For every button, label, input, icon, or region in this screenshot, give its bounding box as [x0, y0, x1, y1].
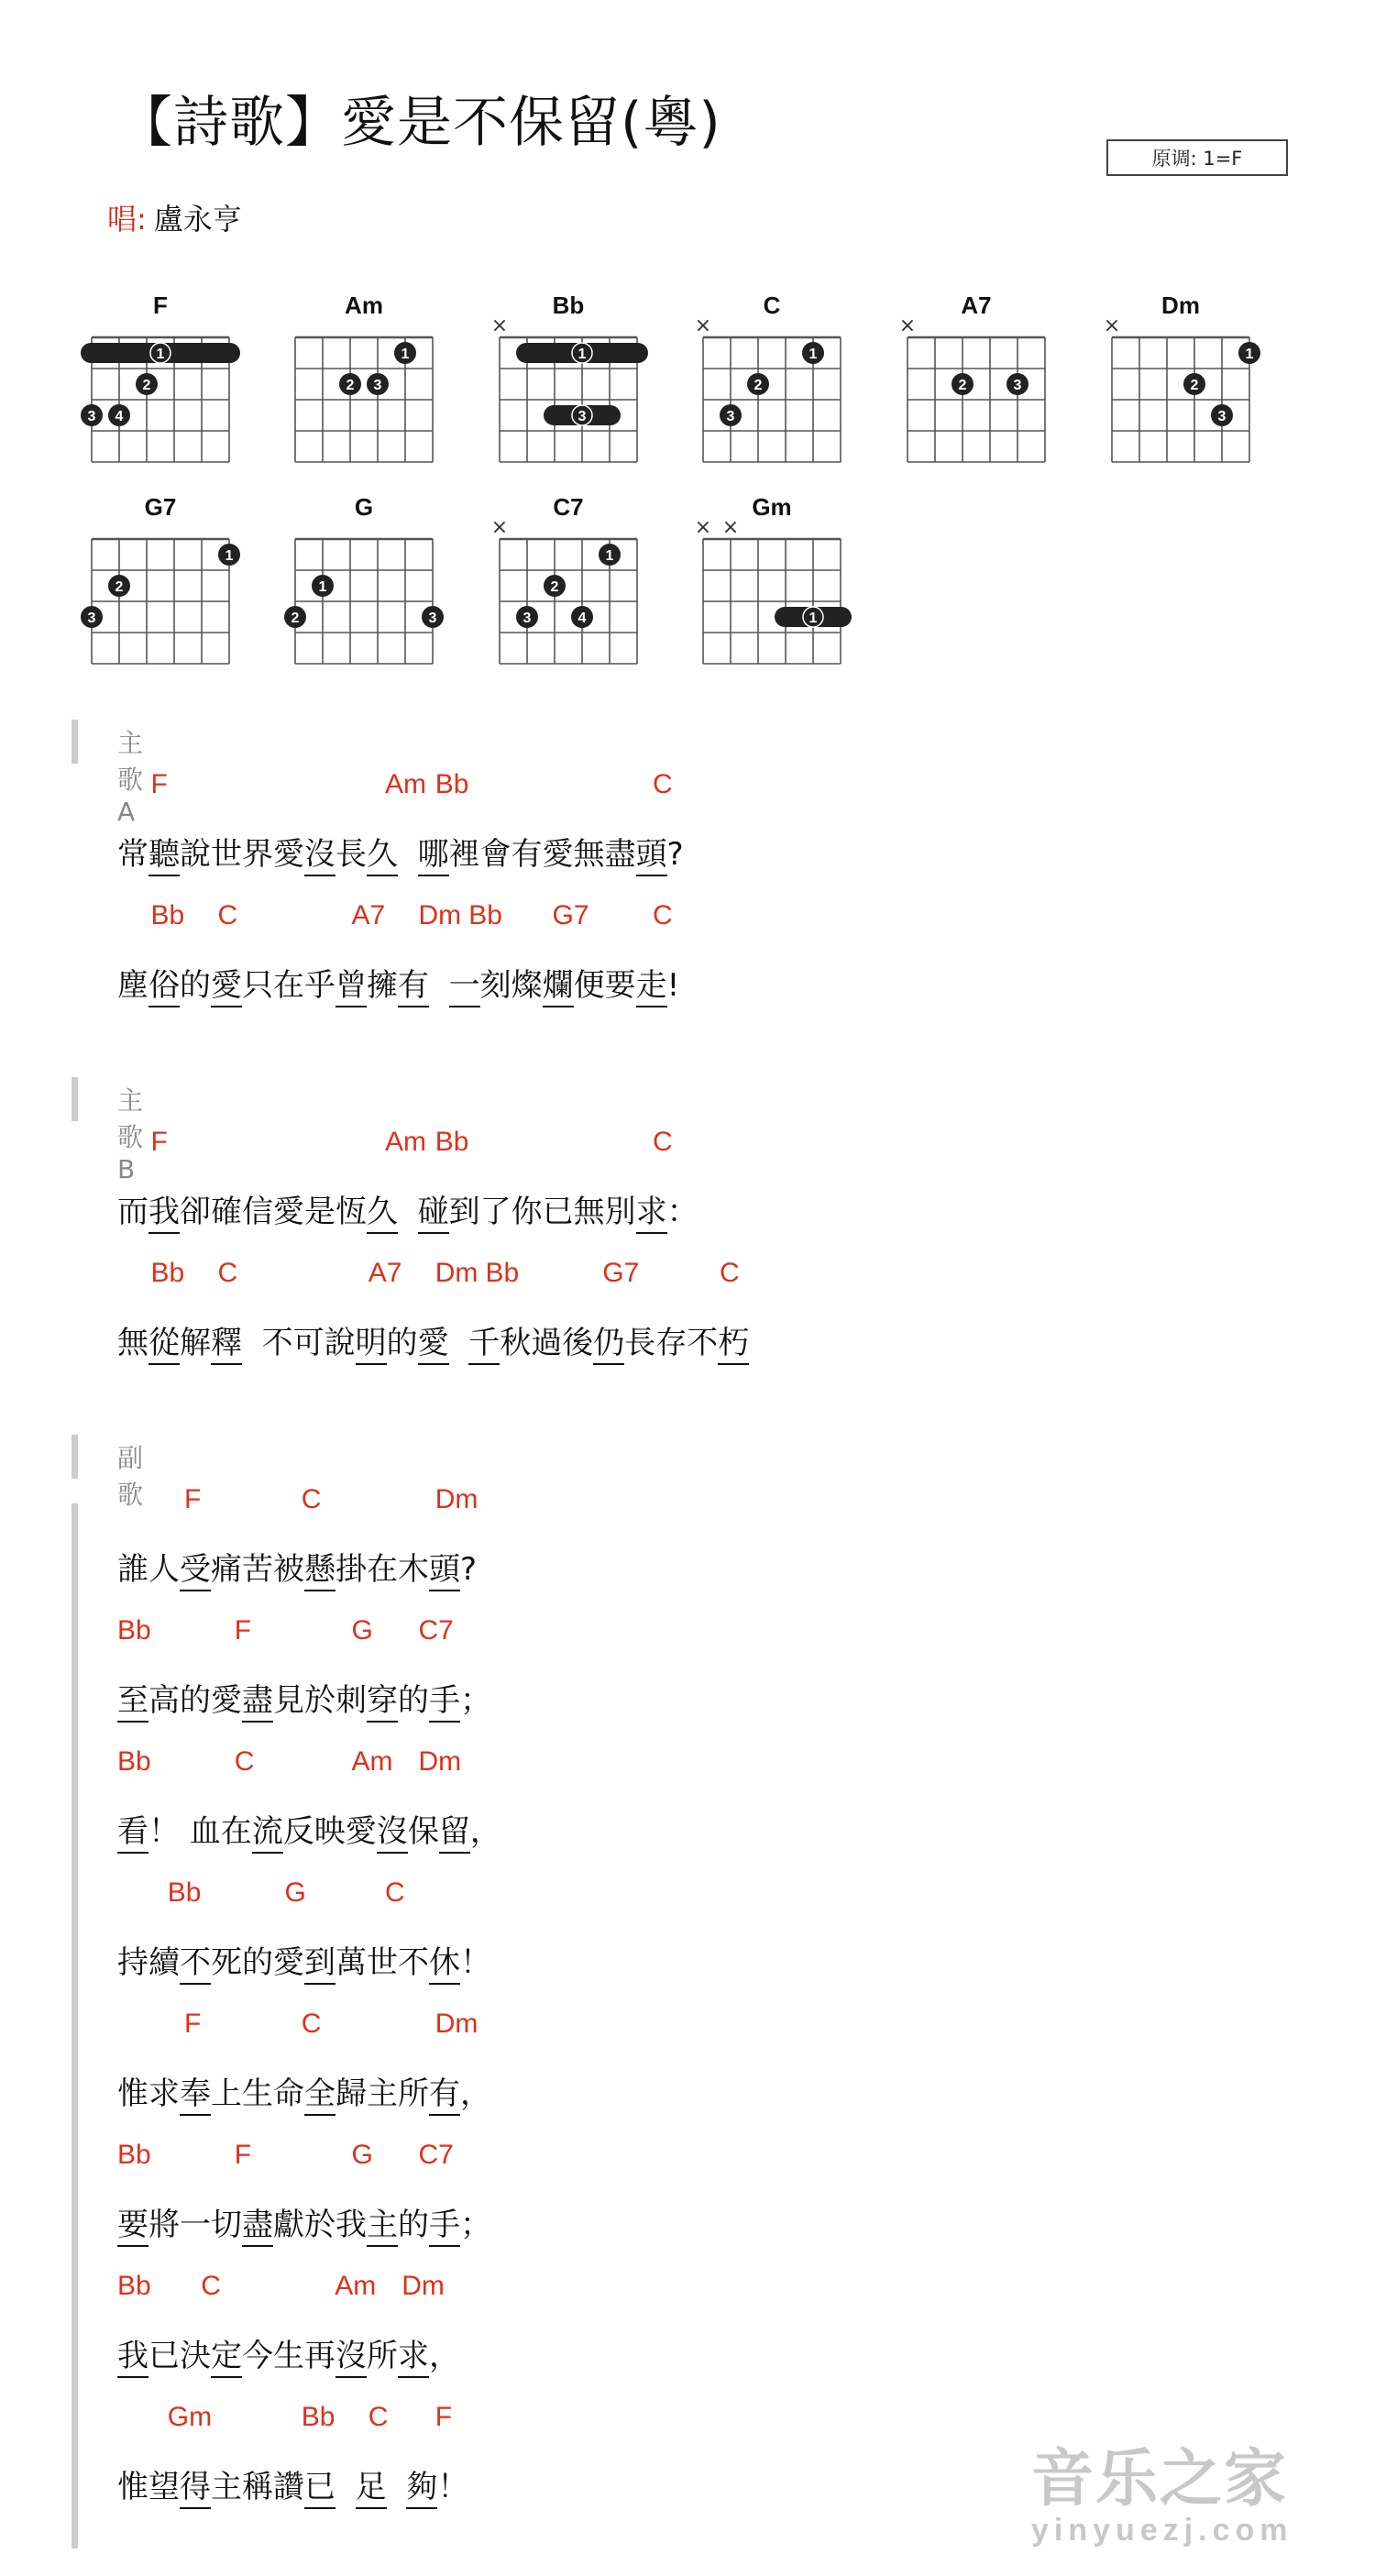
chord-symbol: C	[385, 1877, 405, 1908]
lyric-text	[398, 836, 418, 873]
lyric-accent-char: 懸	[304, 1551, 336, 1591]
lyric-text: ！	[437, 2469, 469, 2505]
lyric-accent-char: 愛	[418, 1325, 449, 1365]
lyric-text: 誰人	[117, 1551, 180, 1588]
lyric-text	[429, 967, 449, 1004]
chord-diagram-g7	[84, 495, 277, 678]
chord-diagram-f	[84, 293, 277, 477]
lyric-text: ：	[666, 1194, 698, 1230]
lyric-accent-char: 流	[252, 1813, 283, 1854]
finger-number: 2	[346, 378, 355, 393]
chord-symbol: C	[217, 900, 238, 930]
chord-symbol: F	[150, 1127, 168, 1157]
lyric-accent-char: 千	[468, 1325, 500, 1365]
finger-number: 3	[726, 409, 735, 424]
chord-symbol: F	[234, 1615, 252, 1646]
lyric-accent-char: 爛	[543, 967, 574, 1007]
watermark-logo-text: 音乐之家	[1031, 2443, 1289, 2515]
finger-number: 3	[522, 611, 532, 626]
chord-symbol: Am	[351, 1746, 393, 1777]
song-title: 【詩歌】愛是不保留(粵)	[117, 91, 721, 155]
lyric-accent-char: 休	[429, 1944, 460, 1985]
lyric-text: 所	[367, 2338, 398, 2374]
lyric-accent-char: 盡	[242, 2207, 273, 2247]
lyric-text: 解	[180, 1325, 211, 1361]
chord-line	[117, 900, 942, 937]
lyric-accent-char: 愛	[211, 967, 242, 1007]
lyric-accent-char: 奉	[180, 2075, 211, 2116]
lyric-text: 不可說	[242, 1325, 356, 1361]
chord-name: C7	[553, 493, 584, 521]
finger-number: 3	[578, 409, 587, 424]
watermark-url: yinyuezj.com	[1031, 2513, 1293, 2548]
chord-line	[117, 1746, 942, 1783]
lyric-line	[117, 1675, 491, 1720]
finger-number: 1	[1245, 347, 1254, 362]
lyric-accent-char: 夠	[406, 2469, 437, 2509]
lyric-accent-char: 到	[304, 1944, 336, 1985]
finger-number: 2	[550, 579, 559, 595]
chord-line	[117, 1127, 942, 1163]
lyric-text: 長存不	[624, 1325, 719, 1361]
lyric-accent-char: 得	[180, 2469, 211, 2509]
finger-number: 2	[142, 378, 151, 393]
chord-name: Gm	[752, 493, 792, 521]
chord-diagram-a7	[900, 293, 1093, 477]
lyric-line	[117, 960, 679, 1005]
lyric-text: 無	[117, 1325, 148, 1361]
lyric-accent-char: 穿	[367, 1682, 398, 1723]
lyric-text: 惟望	[117, 2469, 180, 2505]
lyric-text: 高的愛	[148, 1682, 242, 1719]
chord-line	[117, 1258, 942, 1294]
chord-symbol: C7	[418, 1615, 454, 1646]
singer-name: 盧永亨	[153, 202, 242, 237]
lyric-text: 便要	[573, 967, 636, 1004]
finger-number: 2	[754, 378, 763, 393]
lyric-text: 到了你已無別	[448, 1194, 636, 1230]
finger-number: 1	[808, 347, 818, 362]
lyric-accent-char: 要	[117, 2207, 148, 2247]
finger-number: 1	[225, 548, 234, 564]
lyric-text: 主稱讚	[211, 2469, 304, 2505]
finger-number: 3	[87, 409, 96, 424]
lyric-text: 常	[117, 836, 148, 873]
lyric-accent-char: 手	[429, 1682, 460, 1723]
finger-number: 1	[578, 347, 587, 362]
chord-symbol: C	[653, 900, 673, 930]
lyric-text: ！ 血在	[148, 1813, 252, 1850]
lyric-text: 將一切	[148, 2207, 242, 2243]
lyric-text: ?	[666, 836, 684, 873]
chord-name: G7	[144, 493, 177, 521]
lyric-text: 見於刺	[273, 1682, 367, 1719]
lyric-line	[117, 2461, 468, 2506]
chord-name: Bb	[552, 292, 585, 319]
lyric-accent-char: 仍	[593, 1325, 624, 1365]
lyric-text: ，	[469, 1813, 501, 1850]
chord-symbol: Bb	[117, 2140, 151, 2170]
chord-symbol: C	[653, 769, 673, 799]
lyric-accent-char: 我	[117, 2338, 148, 2378]
lyric-accent-char: 有	[429, 2075, 460, 2116]
lyric-text: ！	[460, 1944, 491, 1981]
lyric-accent-char: 釋	[211, 1325, 242, 1365]
lyric-accent-char: 手	[429, 2207, 460, 2247]
chord-symbol: Bb	[434, 769, 469, 799]
muted-string-mark: ×	[898, 314, 917, 337]
chord-symbol: Am	[385, 1127, 426, 1157]
finger-number: 1	[808, 611, 818, 626]
lyric-accent-char: 朽	[718, 1325, 749, 1365]
chord-line	[117, 769, 942, 806]
chord-symbol: G	[284, 1877, 306, 1908]
muted-string-mark: ×	[490, 314, 509, 337]
chord-symbol: Bb	[117, 1746, 151, 1777]
lyric-text: 長	[336, 836, 367, 873]
muted-string-mark: ×	[490, 516, 509, 539]
finger-number: 2	[1190, 378, 1199, 393]
chord-diagram-bb	[492, 293, 685, 477]
finger-number: 2	[115, 579, 124, 595]
lyric-accent-char: 求	[636, 1194, 667, 1234]
lyric-accent-char: 沒	[377, 1813, 408, 1854]
chord-symbol: C7	[418, 2140, 454, 2170]
original-key-label: 原调: 1=F	[1106, 139, 1288, 176]
section-marker-bar	[72, 1435, 78, 1479]
chord-diagram-c7	[492, 495, 685, 678]
section-title: 副歌	[117, 1443, 144, 1510]
chord-symbol: Am	[385, 769, 426, 799]
chord-name: A7	[961, 292, 992, 319]
section-title: 主歌 B	[117, 1085, 144, 1184]
lyric-line	[117, 2068, 491, 2113]
finger-number: 2	[291, 611, 300, 626]
lyric-text	[449, 1325, 469, 1361]
lyric-text: ；	[460, 1682, 491, 1719]
finger-number: 3	[1217, 409, 1226, 424]
lyric-text: 持續	[117, 1944, 180, 1981]
chord-diagram-dm	[1105, 293, 1297, 477]
chord-name: C	[763, 292, 781, 319]
lyric-text: 死的愛	[211, 1944, 304, 1981]
chord-symbol: A7	[351, 900, 386, 930]
chord-symbol: C	[653, 1127, 673, 1157]
lyric-text: 反映愛	[282, 1813, 377, 1850]
chord-symbol: F	[150, 769, 168, 799]
lyric-accent-char: 聽	[148, 836, 180, 876]
chorus-side-bar	[72, 1503, 78, 2548]
chord-symbol: C	[720, 1258, 740, 1288]
chord-symbol: Bb	[485, 1258, 520, 1288]
lyric-text	[387, 2469, 407, 2505]
chord-line	[117, 2140, 942, 2176]
lyric-line	[117, 1544, 477, 1589]
chord-symbol: G7	[602, 1258, 640, 1288]
lyric-text: 的	[398, 1682, 429, 1719]
chord-symbol: C	[301, 1484, 322, 1514]
singer-label: 唱:	[107, 202, 147, 237]
finger-number: 3	[373, 378, 382, 393]
lyric-accent-char: 一	[449, 967, 480, 1007]
chord-symbol: C	[234, 1746, 255, 1777]
lyric-text: 獻於我	[273, 2207, 367, 2243]
finger-number: 1	[318, 579, 327, 595]
lyric-accent-char: 沒	[336, 2338, 367, 2378]
lyric-accent-char: 碰	[418, 1194, 449, 1234]
finger-number: 3	[428, 611, 437, 626]
chord-symbol: Am	[335, 2271, 377, 2301]
chord-symbol: G7	[552, 900, 589, 930]
chord-line	[117, 2271, 942, 2307]
chord-symbol: Dm	[418, 900, 462, 930]
lyric-text: 擁	[367, 967, 398, 1004]
lyric-text: 刻燦	[479, 967, 543, 1004]
lyric-text: 掛在木	[336, 1551, 429, 1588]
lyric-text: 說世界愛	[180, 836, 304, 873]
chord-symbol: Bb	[167, 1877, 202, 1908]
chord-symbol: Bb	[117, 1615, 151, 1646]
lyric-accent-char: 全	[304, 2075, 336, 2116]
lyric-accent-char: 求	[398, 2338, 429, 2378]
lyric-accent-char: 頭	[429, 1551, 460, 1591]
chord-symbol: Bb	[150, 1258, 185, 1288]
lyric-text: 秋過後	[500, 1325, 594, 1361]
chord-symbol: Dm	[418, 1746, 462, 1777]
lyric-text: 的	[398, 2207, 429, 2243]
chord-symbol: C	[217, 1258, 238, 1288]
lyric-accent-char: 已	[304, 2469, 336, 2509]
lyric-text: 惟求	[117, 2075, 180, 2112]
lyric-accent-char: 我	[148, 1194, 180, 1234]
chord-name: F	[153, 292, 168, 319]
lyric-text: ，	[429, 2338, 460, 2374]
finger-number: 3	[87, 611, 96, 626]
lyric-text: 歸主所	[336, 2075, 429, 2112]
muted-string-mark: ×	[694, 314, 712, 337]
lyric-accent-char: 明	[356, 1325, 387, 1365]
finger-number: 1	[156, 347, 165, 362]
lyric-accent-char: 從	[148, 1325, 180, 1365]
lyric-text: 萬世不	[336, 1944, 429, 1981]
finger-number: 3	[1013, 378, 1022, 393]
lyric-text: 痛苦被	[211, 1551, 304, 1588]
chord-symbol: C	[368, 2402, 389, 2432]
chord-name: Am	[345, 292, 383, 319]
lyric-accent-char: 盡	[242, 1682, 273, 1723]
lyric-text: 今生再	[242, 2338, 336, 2374]
chord-symbol: Bb	[117, 2271, 151, 2301]
lyric-accent-char: 受	[180, 1551, 211, 1591]
lyric-line	[117, 1806, 501, 1851]
chord-symbol: C	[201, 2271, 221, 2301]
lyric-accent-char: 至	[117, 1682, 148, 1723]
chord-symbol: G	[351, 1615, 373, 1646]
finger-number: 1	[605, 548, 614, 564]
chord-symbol: F	[184, 1484, 202, 1514]
lyric-text	[398, 1194, 418, 1230]
chord-symbol: Dm	[434, 1258, 478, 1288]
section-marker-bar	[72, 720, 78, 764]
chord-symbol: Bb	[150, 900, 185, 930]
chord-diagram-c	[696, 293, 888, 477]
lyric-text: 而	[117, 1194, 148, 1230]
lyric-accent-char: 沒	[304, 836, 336, 876]
lyric-accent-char: 曾	[336, 967, 367, 1007]
lyric-line	[117, 1186, 698, 1231]
lyric-text: ，	[460, 2075, 491, 2112]
chord-diagram-am	[288, 293, 480, 477]
chord-diagram-gm	[696, 495, 888, 678]
lyric-accent-char: 足	[356, 2469, 387, 2509]
singer-line	[107, 196, 242, 238]
chord-symbol: Dm	[402, 2271, 445, 2301]
chord-line	[117, 2009, 942, 2045]
lyric-text: 保	[407, 1813, 439, 1850]
muted-string-mark: ×	[1103, 314, 1121, 337]
chord-symbol: Bb	[434, 1127, 469, 1157]
lyric-accent-char: 有	[398, 967, 429, 1007]
chord-symbol: Gm	[167, 2402, 213, 2432]
chord-symbol: A7	[368, 1258, 402, 1288]
finger-number: 4	[115, 409, 124, 424]
chord-symbol: Dm	[434, 2009, 478, 2039]
chord-line	[117, 1877, 942, 1914]
lyric-line	[117, 2199, 491, 2244]
lyric-accent-char: 頭	[636, 836, 667, 876]
chord-symbol: Bb	[301, 2402, 336, 2432]
lyric-text: 的	[386, 1325, 418, 1361]
finger-number: 1	[401, 347, 410, 362]
chord-line	[117, 1615, 942, 1652]
lyric-accent-char: 留	[439, 1813, 470, 1854]
lyric-text: 的	[180, 967, 211, 1004]
lyric-accent-char: 俗	[148, 967, 180, 1007]
lyric-line	[117, 2330, 460, 2375]
lyric-text: 上生命	[211, 2075, 304, 2112]
lyric-accent-char: 久	[367, 1194, 398, 1234]
site-watermark	[1031, 2429, 1352, 2558]
finger-number: 4	[578, 611, 587, 626]
chord-symbol: G	[351, 2140, 373, 2170]
lyric-text: ；	[460, 2207, 491, 2243]
lyric-accent-char: 看	[117, 1813, 148, 1854]
muted-string-mark: ×	[694, 516, 712, 539]
chord-name: G	[354, 493, 374, 521]
lyric-accent-char: 不	[180, 1944, 211, 1985]
chord-symbol: F	[234, 2140, 252, 2170]
chord-symbol: F	[184, 2009, 202, 2039]
lyric-accent-char: 定	[211, 2338, 242, 2378]
muted-string-mark: ×	[721, 516, 740, 539]
section-marker-bar	[72, 1077, 78, 1121]
chord-line	[117, 2402, 942, 2438]
lyric-accent-char: 哪	[418, 836, 449, 876]
lyric-text	[336, 2469, 356, 2505]
lyric-line	[117, 829, 684, 874]
lyric-line	[117, 1937, 491, 1982]
chord-diagram-g	[288, 495, 480, 678]
section-title: 主歌 A	[117, 728, 144, 827]
lyric-text: 已決	[148, 2338, 211, 2374]
lyric-text: ?	[460, 1551, 478, 1588]
lyric-text: !	[666, 967, 680, 1004]
lyric-text: 卻確信愛是恆	[180, 1194, 367, 1230]
chord-symbol: Bb	[468, 900, 502, 930]
chord-line	[117, 1484, 942, 1521]
lyric-text: 塵	[117, 967, 148, 1004]
lyric-line	[117, 1317, 749, 1362]
lyric-accent-char: 主	[367, 2207, 398, 2247]
chord-symbol: Dm	[434, 1484, 478, 1514]
lyric-accent-char: 久	[367, 836, 398, 876]
chord-symbol: F	[434, 2402, 453, 2432]
chord-symbol: C	[301, 2009, 322, 2039]
chord-name: Dm	[1161, 292, 1200, 319]
lyric-accent-char: 走	[636, 967, 667, 1007]
finger-number: 2	[958, 378, 967, 393]
lyric-text: 裡會有愛無盡	[448, 836, 636, 873]
lyric-text: 只在乎	[242, 967, 336, 1004]
